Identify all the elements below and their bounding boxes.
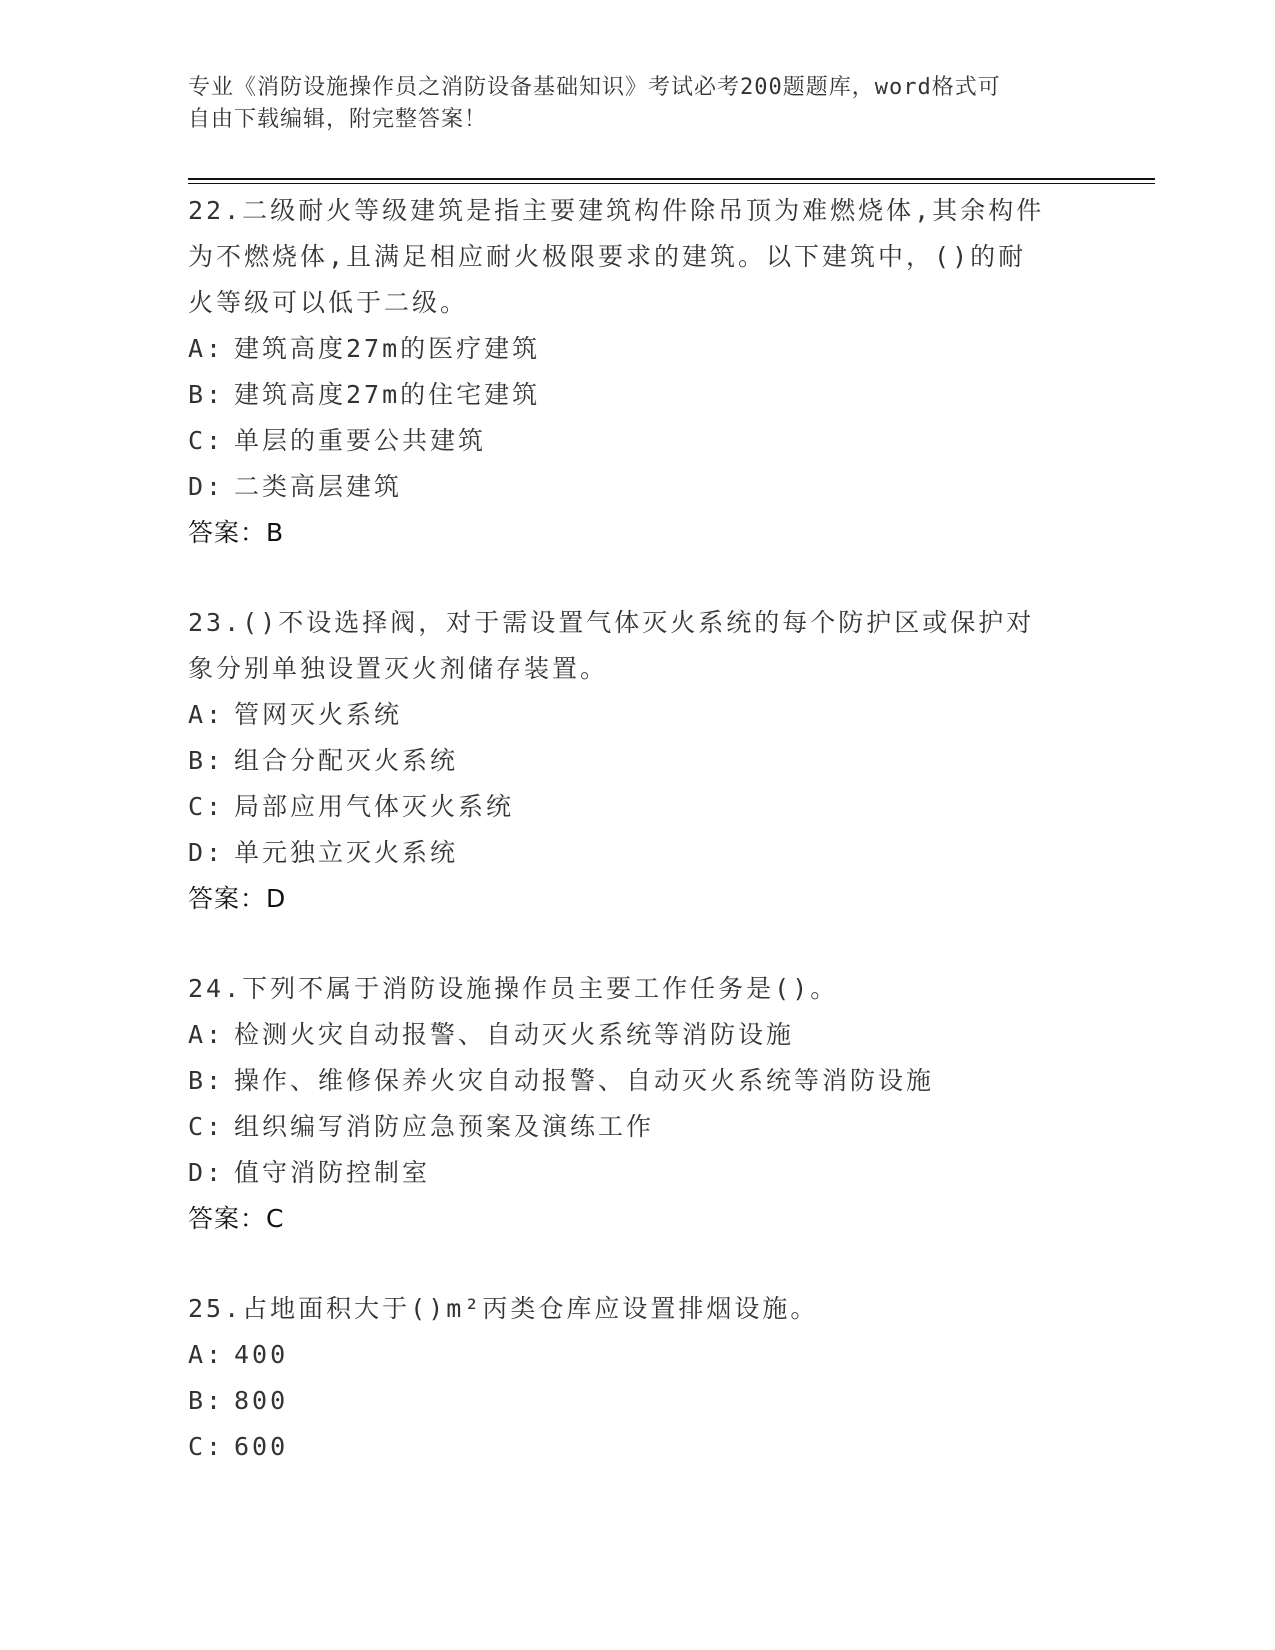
option-c: [188, 1104, 1088, 1150]
option-key: D:: [188, 1158, 225, 1187]
question-stem: [188, 600, 1088, 692]
option-text: 组织编写消防应急预案及演练工作: [234, 1112, 655, 1141]
question-spacer: [188, 922, 1088, 966]
header-line-1: 专业《消防设施操作员之消防设备基础知识》考试必考200题题库，word格式可: [188, 75, 1001, 100]
question-stem-line: 22.二级耐火等级建筑是指主要建筑构件除吊顶为难燃烧体,其余构件: [188, 196, 1045, 225]
option-key: A:: [188, 334, 225, 363]
option-text: 单元独立灭火系统: [234, 838, 459, 867]
option-text: 值守消防控制室: [234, 1158, 431, 1187]
option-c: [188, 418, 1088, 464]
option-key: C:: [188, 1112, 225, 1141]
question-stem: [188, 1286, 1088, 1332]
option-text: 二类高层建筑: [234, 472, 403, 501]
option-c: [188, 784, 1088, 830]
header-divider-thick: [188, 178, 1155, 180]
option-text: 400: [234, 1340, 289, 1369]
option-text: 建筑高度27m的住宅建筑: [234, 380, 541, 409]
option-c: [188, 1424, 1088, 1470]
question-stem-line: 23.()不设选择阀，对于需设置气体灭火系统的每个防护区或保护对: [188, 608, 1035, 637]
option-text: 检测火灾自动报警、自动灭火系统等消防设施: [234, 1020, 795, 1049]
question-24: [188, 966, 1088, 1242]
question-stem-line: 象分别单独设置灭火剂储存装置。: [188, 654, 609, 683]
question-list: [188, 188, 1088, 1470]
option-a: [188, 1012, 1088, 1058]
option-key: C:: [188, 1432, 225, 1461]
option-text: 管网灭火系统: [234, 700, 403, 729]
answer-line: 答案：C: [188, 1204, 285, 1233]
option-b: [188, 1058, 1088, 1104]
option-key: D:: [188, 472, 225, 501]
option-key: A:: [188, 700, 225, 729]
document-header: [188, 72, 1088, 136]
question-stem-line: 25.占地面积大于()m²丙类仓库应设置排烟设施。: [188, 1294, 819, 1323]
option-text: 单层的重要公共建筑: [234, 426, 487, 455]
option-d: [188, 830, 1088, 876]
question-stem-line: 为不燃烧体,且满足相应耐火极限要求的建筑。以下建筑中，()的耐: [188, 242, 1027, 271]
option-text: 600: [234, 1432, 289, 1461]
option-key: B:: [188, 746, 225, 775]
option-text: 建筑高度27m的医疗建筑: [234, 334, 541, 363]
option-d: [188, 1150, 1088, 1196]
question-spacer: [188, 1242, 1088, 1286]
question-25: [188, 1286, 1088, 1470]
answer-line: 答案：B: [188, 518, 285, 547]
option-key: C:: [188, 426, 225, 455]
option-text: 800: [234, 1386, 289, 1415]
option-b: [188, 1378, 1088, 1424]
question-stem: [188, 966, 1088, 1012]
option-b: [188, 372, 1088, 418]
option-key: A:: [188, 1340, 225, 1369]
option-text: 组合分配灭火系统: [234, 746, 459, 775]
question-spacer: [188, 556, 1088, 600]
question-stem: [188, 188, 1088, 326]
option-key: A:: [188, 1020, 225, 1049]
header-line-2: 自由下载编辑，附完整答案！: [188, 107, 488, 132]
question-22: [188, 188, 1088, 556]
option-key: B:: [188, 1386, 225, 1415]
question-stem-line: 24.下列不属于消防设施操作员主要工作任务是()。: [188, 974, 839, 1003]
option-a: [188, 692, 1088, 738]
option-key: B:: [188, 1066, 225, 1095]
question-23: [188, 600, 1088, 922]
option-key: B:: [188, 380, 225, 409]
option-key: C:: [188, 792, 225, 821]
option-text: 操作、维修保养火灾自动报警、自动灭火系统等消防设施: [234, 1066, 935, 1095]
option-d: [188, 464, 1088, 510]
option-key: D:: [188, 838, 225, 867]
option-b: [188, 738, 1088, 784]
question-stem-line: 火等级可以低于二级。: [188, 288, 469, 317]
answer-line: 答案：D: [188, 884, 287, 913]
option-a: [188, 326, 1088, 372]
option-a: [188, 1332, 1088, 1378]
option-text: 局部应用气体灭火系统: [234, 792, 515, 821]
header-divider-thin: [188, 183, 1155, 184]
